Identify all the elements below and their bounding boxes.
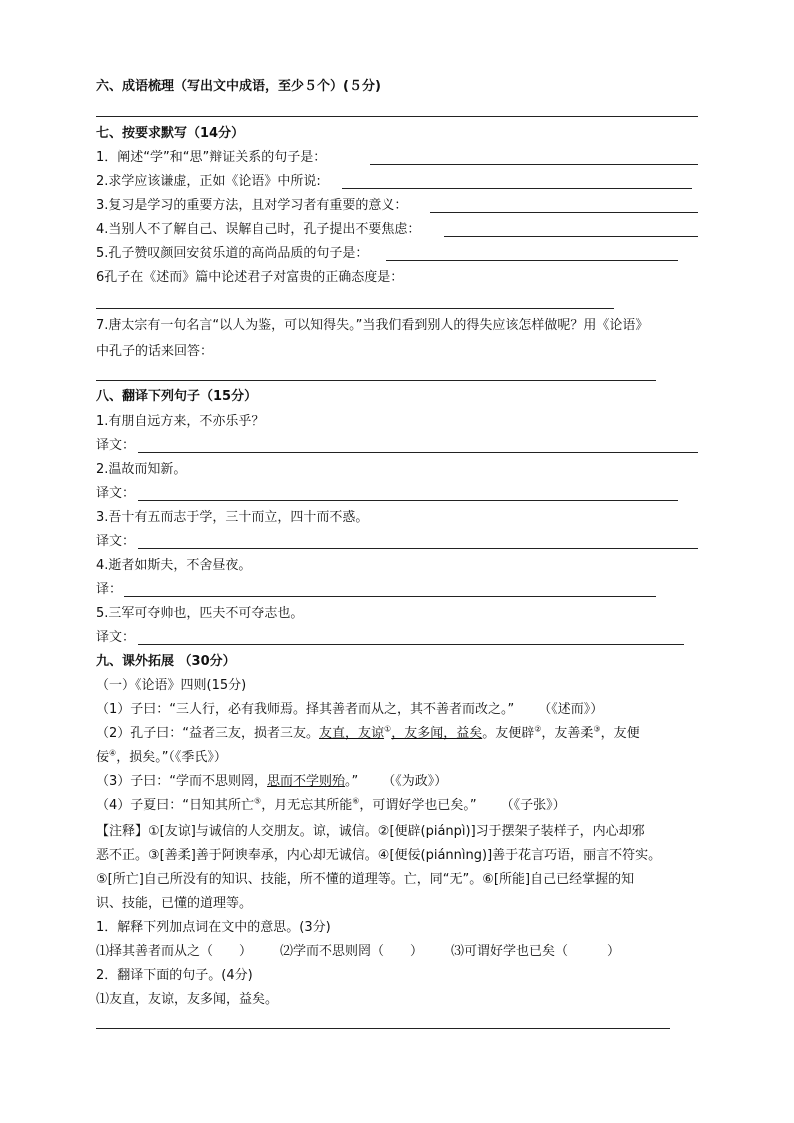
passage-2-text: 佞 xyxy=(96,750,110,765)
note-marker: ④ xyxy=(109,748,117,758)
subsection-heading: （一）《论语》四则(15分) xyxy=(96,678,247,693)
answer-line[interactable] xyxy=(138,500,678,501)
passage-2 xyxy=(96,724,640,744)
passage-3 xyxy=(96,772,447,792)
question-7-2: 2.求学应该谦虚，正如《论语》中所说: xyxy=(96,174,321,189)
question-9-1-items xyxy=(96,942,620,962)
section-7-heading: 七、按要求默写（14分） xyxy=(96,126,245,141)
question-9-2: 2．翻译下面的句子。(4分) xyxy=(96,968,253,983)
question-7-1: 1．阐述“学”和“思”辩证关系的句子是： xyxy=(96,150,327,165)
section-8-heading: 八、翻译下列句子（15分） xyxy=(96,389,258,404)
blank-item-c[interactable]: ⑶可谓好学也已矣（ ） xyxy=(451,944,621,959)
answer-line[interactable] xyxy=(430,212,698,213)
note-marker: ③ xyxy=(593,724,601,734)
note-marker: ⑥ xyxy=(352,796,360,806)
question-8-3: 3.吾十有五而志于学，三十而立，四十而不惑。 xyxy=(96,510,369,525)
answer-line[interactable] xyxy=(138,644,684,645)
passage-3-text: （3）子曰：“学而不思则罔， xyxy=(96,774,268,789)
answer-line[interactable] xyxy=(96,1028,670,1029)
passage-2-text: ，友善柔 xyxy=(541,726,594,741)
answer-line[interactable] xyxy=(96,116,698,117)
underlined-phrase: 友直，友谅 xyxy=(319,726,385,741)
translation-label: 译文： xyxy=(96,486,136,501)
passage-4 xyxy=(96,796,566,816)
passage-3-source: （《为政》） xyxy=(382,774,448,789)
answer-line[interactable] xyxy=(124,596,656,597)
notes-line-2: 恶不正。③[善柔]善于阿谀奉承，内心却无诚信。④[便佞(piánnìng)]善于花言巧语，丽言不符实。 xyxy=(96,848,662,863)
passage-2-cont xyxy=(96,748,227,768)
question-8-2: 2.温故而知新。 xyxy=(96,462,187,477)
passage-4-text: ，月无忘其所能 xyxy=(261,798,353,813)
answer-line[interactable] xyxy=(370,164,698,165)
passage-4-text: （4）子夏曰：“日知其所亡 xyxy=(96,798,255,813)
passage-1-text: （1）子曰：“三人行，必有我师焉。择其善者而从之，其不善者而改之。” xyxy=(96,702,515,717)
question-7-6: 6孔子在《述而》篇中论述君子对富贵的正确态度是： xyxy=(96,270,404,285)
answer-line[interactable] xyxy=(96,380,656,381)
translation-label: 译： xyxy=(96,582,123,597)
underlined-phrase: 思而不学则殆 xyxy=(267,774,346,789)
question-9-2-item: ⑴友直，友谅，友多闻，益矣。 xyxy=(96,992,279,1007)
underlined-phrase: ，友多闻，益矣 xyxy=(391,726,483,741)
question-7-5: 5.孔子赞叹颜回安贫乐道的高尚品质的句子是： xyxy=(96,246,369,261)
question-7-7-cont: 中孔子的话来回答： xyxy=(96,344,214,359)
passage-2-text: ，损矣。”（《季氏》） xyxy=(116,750,227,765)
passage-2-text: 。友便辟 xyxy=(482,726,535,741)
passage-2-text: （2）孔子曰：“益者三友，损者三友。 xyxy=(96,726,320,741)
answer-line[interactable] xyxy=(386,260,678,261)
answer-line[interactable] xyxy=(96,308,614,309)
answer-line[interactable] xyxy=(444,236,698,237)
question-8-4: 4.逝者如斯夫，不舍昼夜。 xyxy=(96,558,252,573)
translation-label: 译文： xyxy=(96,438,136,453)
question-7-3: 3.复习是学习的重要方法，且对学习者有重要的意义： xyxy=(96,198,408,213)
section-6-heading: 六、成语梳理（写出文中成语，至少５个）(５分) xyxy=(96,79,381,94)
notes-line-4: 识、技能，已懂的道理等。 xyxy=(96,896,253,911)
passage-4-source: （《子张》） xyxy=(500,798,566,813)
note-marker: ⑤ xyxy=(254,796,262,806)
answer-line[interactable] xyxy=(138,548,698,549)
notes-line-3: ⑤[所亡]自己所没有的知识、技能，所不懂的道理等。亡，同“无”。⑥[所能]自己已经掌握的知 xyxy=(96,872,635,887)
note-marker: ② xyxy=(534,724,542,734)
note-marker: ① xyxy=(384,724,392,734)
passage-2-text: ，友便 xyxy=(600,726,640,741)
translation-label: 译文： xyxy=(96,630,136,645)
question-7-7: 7.唐太宗有一句名言“以人为鉴，可以知得失。”当我们看到别人的得失应该怎样做呢？用《论语》 xyxy=(96,318,649,333)
passage-4-text: ，可谓好学也已矣。” xyxy=(359,798,477,813)
answer-line[interactable] xyxy=(342,188,692,189)
question-8-5: 5.三军可夺帅也，匹夫不可夺志也。 xyxy=(96,606,304,621)
blank-item-a[interactable]: ⑴择其善者而从之（ ） xyxy=(96,944,253,959)
passage-1-source: （《述而》） xyxy=(538,702,604,717)
translation-label: 译文： xyxy=(96,534,136,549)
section-9-heading: 九、课外拓展 （30分） xyxy=(96,654,236,669)
passage-1 xyxy=(96,700,603,720)
blank-item-b[interactable]: ⑵学而不思则罔（ ） xyxy=(280,944,424,959)
question-8-1: 1.有朋自远方来，不亦乐乎？ xyxy=(96,414,265,429)
notes-line-1: 【注释】①[友谅]与诚信的人交朋友。谅，诚信。②[便辟(piánpì)]习于摆架子装样子，内心却邪 xyxy=(96,824,645,839)
question-9-1: 1．解释下列加点词在文中的意思。(3分) xyxy=(96,920,331,935)
passage-3-text: 。” xyxy=(345,774,359,789)
answer-line[interactable] xyxy=(138,452,698,453)
question-7-4: 4.当别人不了解自己、误解自己时，孔子提出不要焦虑： xyxy=(96,222,421,237)
